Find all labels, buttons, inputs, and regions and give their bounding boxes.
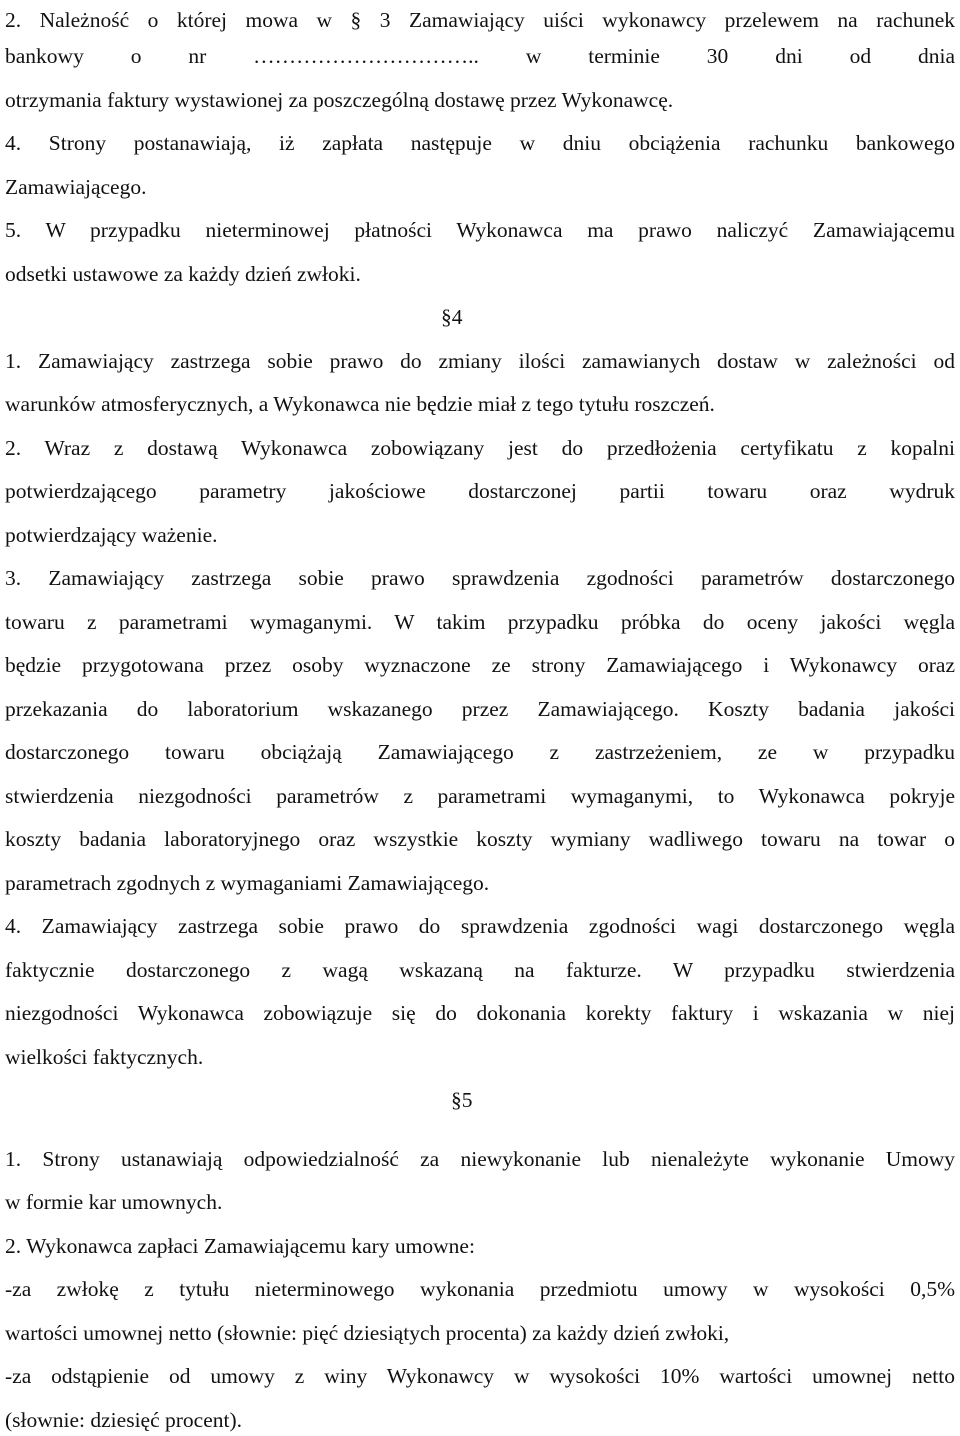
text-line: niezgodności Wykonawca zobowiązuje się do dokonania korekty faktury i wskazania w niej [5, 1001, 955, 1025]
text-line: Zamawiającego. [5, 175, 147, 199]
text-line: bankowy o nr ………………………….. w terminie 30 dni od dnia [5, 44, 955, 68]
text-line: 2. Wykonawca zapłaci Zamawiającemu kary umowne: [5, 1234, 475, 1258]
text-line: w formie kar umownych. [5, 1190, 223, 1214]
text-line: towaru z parametrami wymaganymi. W takim przypadku próbka do oceny jakości węgla [5, 610, 955, 634]
text-line: odsetki ustawowe za każdy dzień zwłoki. [5, 262, 361, 286]
section-heading-5: §5 [451, 1088, 473, 1112]
text-line: 3. Zamawiający zastrzega sobie prawo sprawdzenia zgodności parametrów dostarczonego [5, 566, 955, 590]
text-line: koszty badania laboratoryjnego oraz wszystkie koszty wymiany wadliwego towaru na towar o [5, 827, 955, 851]
text-line: otrzymania faktury wystawionej za poszczególną dostawę przez Wykonawcę. [5, 88, 674, 112]
text-line: 5. W przypadku nieterminowej płatności Wykonawca ma prawo naliczyć Zamawiającemu [5, 218, 955, 242]
text-line: przekazania do laboratorium wskazanego przez Zamawiającego. Koszty badania jakości [5, 697, 955, 721]
text-line: 2. Wraz z dostawą Wykonawca zobowiązany jest do przedłożenia certyfikatu z kopalni [5, 436, 955, 460]
text-line: (słownie: dziesięć procent). [5, 1408, 243, 1432]
text-line: potwierdzającego parametry jakościowe dostarczonej partii towaru oraz wydruk [5, 479, 955, 503]
text-line: dostarczonego towaru obciążają Zamawiającego z zastrzeżeniem, ze w przypadku [5, 740, 955, 764]
text-line: wielkości faktycznych. [5, 1045, 204, 1069]
text-line: potwierdzający ważenie. [5, 523, 218, 547]
text-line: faktycznie dostarczonego z wagą wskazaną na fakturze. W przypadku stwierdzenia [5, 958, 955, 982]
text-line: będzie przygotowana przez osoby wyznaczone ze strony Zamawiającego i Wykonawcy oraz [5, 653, 955, 677]
text-line: 1. Zamawiający zastrzega sobie prawo do zmiany ilości zamawianych dostaw w zależności od [5, 349, 955, 373]
text-line: 1. Strony ustanawiają odpowiedzialność za niewykonanie lub nienależyte wykonanie Umowy [5, 1147, 955, 1171]
text-line: warunków atmosferycznych, a Wykonawca nie będzie miał z tego tytułu roszczeń. [5, 392, 715, 416]
text-line: stwierdzenia niezgodności parametrów z parametrami wymaganymi, to Wykonawca pokryje [5, 784, 955, 808]
text-line: 2. Należność o której mowa w § 3 Zamawiający uiści wykonawcy przelewem na rachunek [5, 8, 955, 32]
section-heading-4: §4 [441, 305, 463, 329]
text-line: -za zwłokę z tytułu nieterminowego wykonania przedmiotu umowy w wysokości 0,5% [5, 1277, 955, 1301]
text-line: wartości umownej netto (słownie: pięć dziesiątych procenta) za każdy dzień zwłoki, [5, 1321, 730, 1345]
text-line: 4. Strony postanawiają, iż zapłata następuje w dniu obciążenia rachunku bankowego [5, 131, 955, 155]
text-line: parametrach zgodnych z wymaganiami Zamawiającego. [5, 871, 490, 895]
text-line: 4. Zamawiający zastrzega sobie prawo do sprawdzenia zgodności wagi dostarczonego węgla [5, 914, 955, 938]
text-line: -za odstąpienie od umowy z winy Wykonawcy w wysokości 10% wartości umownej netto [5, 1364, 955, 1388]
